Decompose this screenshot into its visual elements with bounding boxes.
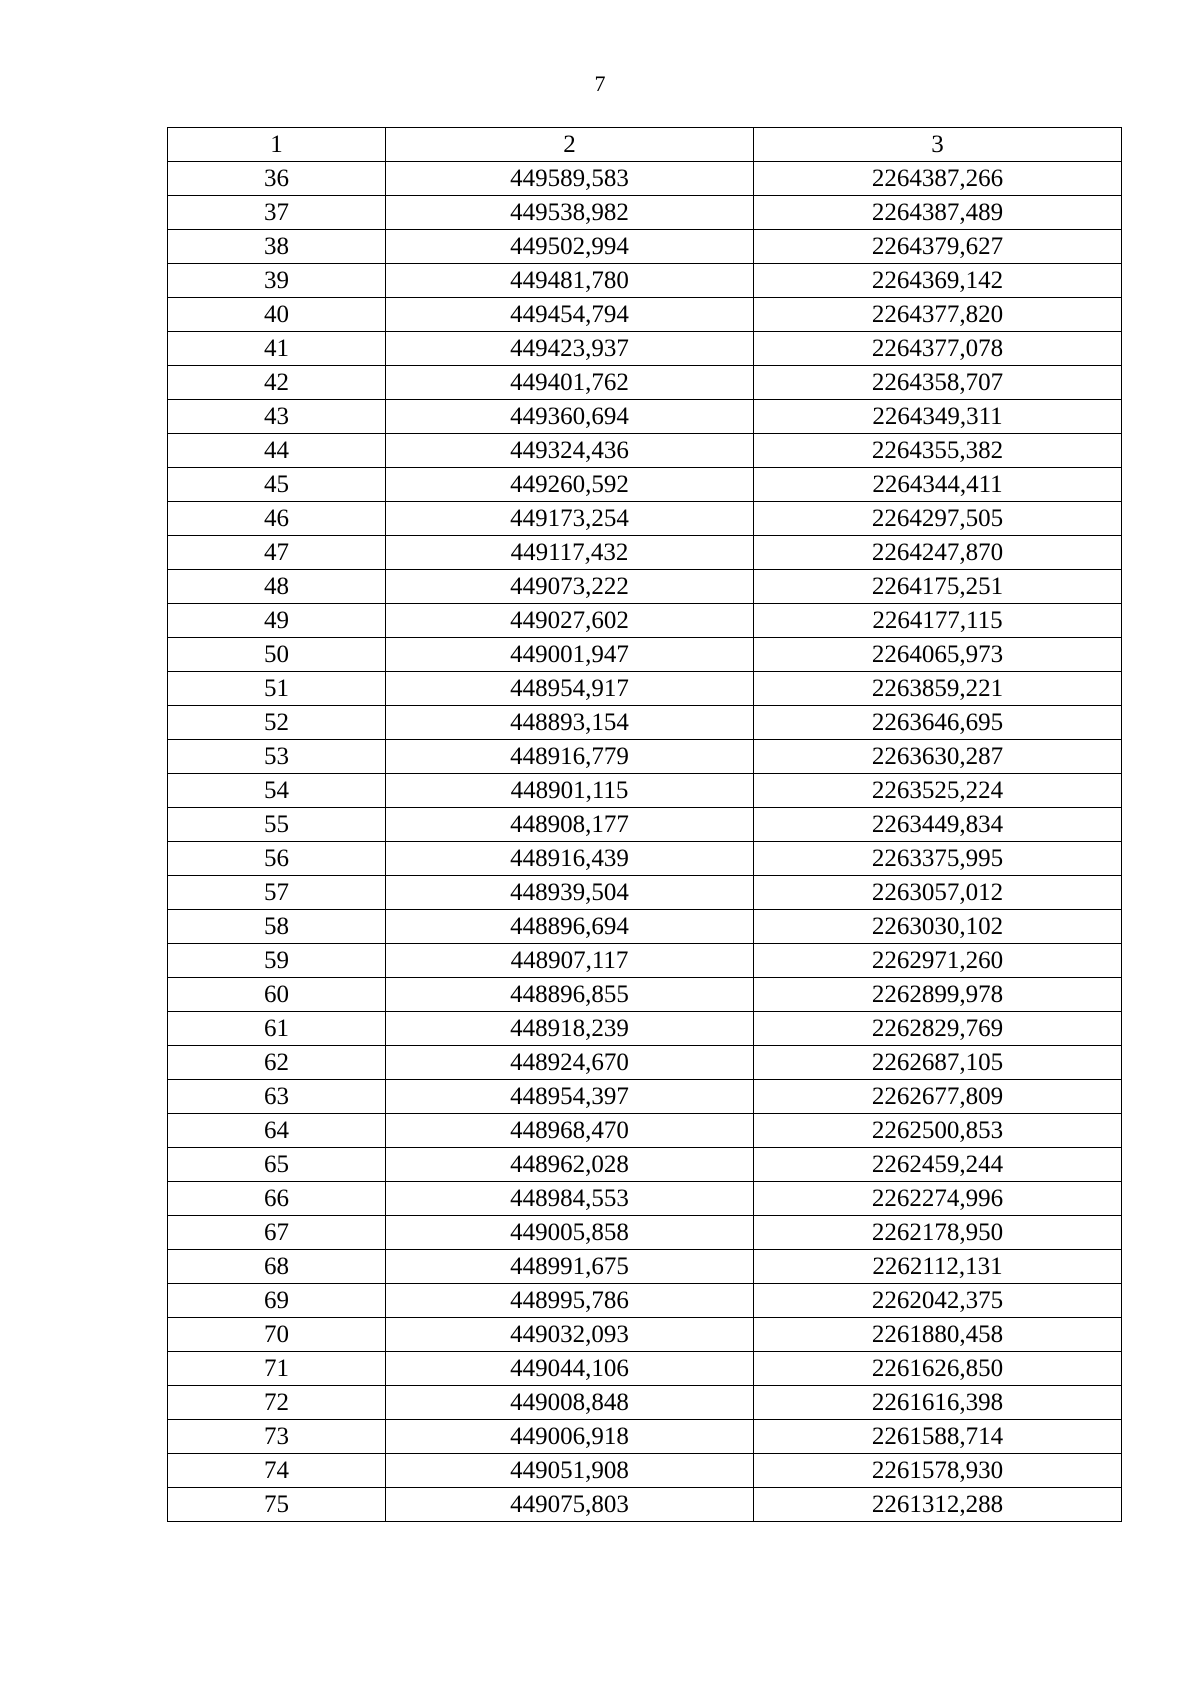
table-header-row: [168, 128, 1122, 162]
table-row: [168, 638, 1122, 672]
point-number-cell: 69: [168, 1284, 386, 1318]
point-number-cell: 46: [168, 502, 386, 536]
y-coordinate-cell: 2262500,853: [754, 1114, 1122, 1148]
point-number-cell: 48: [168, 570, 386, 604]
x-coordinate-cell: 449423,937: [386, 332, 754, 366]
point-number-cell: 72: [168, 1386, 386, 1420]
x-coordinate-cell: 449073,222: [386, 570, 754, 604]
point-number-cell: 73: [168, 1420, 386, 1454]
x-coordinate-cell: 448916,779: [386, 740, 754, 774]
y-coordinate-cell: 2264349,311: [754, 400, 1122, 434]
y-coordinate-cell: 2263646,695: [754, 706, 1122, 740]
coordinates-table: [167, 127, 1122, 1522]
y-coordinate-cell: 2261578,930: [754, 1454, 1122, 1488]
y-coordinate-cell: 2264369,142: [754, 264, 1122, 298]
y-coordinate-cell: 2262687,105: [754, 1046, 1122, 1080]
x-coordinate-cell: 448908,177: [386, 808, 754, 842]
table-row: [168, 808, 1122, 842]
table-row: [168, 332, 1122, 366]
y-coordinate-cell: 2263449,834: [754, 808, 1122, 842]
point-number-cell: 41: [168, 332, 386, 366]
x-coordinate-cell: 448984,553: [386, 1182, 754, 1216]
x-coordinate-cell: 449027,602: [386, 604, 754, 638]
x-coordinate-cell: 448916,439: [386, 842, 754, 876]
x-coordinate-cell: 448896,694: [386, 910, 754, 944]
point-number-cell: 65: [168, 1148, 386, 1182]
table-row: [168, 1114, 1122, 1148]
y-coordinate-cell: 2261312,288: [754, 1488, 1122, 1522]
x-coordinate-cell: 449008,848: [386, 1386, 754, 1420]
point-number-cell: 39: [168, 264, 386, 298]
point-number-cell: 37: [168, 196, 386, 230]
y-coordinate-cell: 2262899,978: [754, 978, 1122, 1012]
table-row: [168, 230, 1122, 264]
point-number-cell: 44: [168, 434, 386, 468]
x-coordinate-cell: 449502,994: [386, 230, 754, 264]
y-coordinate-cell: 2263525,224: [754, 774, 1122, 808]
y-coordinate-cell: 2264247,870: [754, 536, 1122, 570]
table-row: [168, 740, 1122, 774]
x-coordinate-cell: 449260,592: [386, 468, 754, 502]
table-row: [168, 978, 1122, 1012]
point-number-cell: 50: [168, 638, 386, 672]
y-coordinate-cell: 2264358,707: [754, 366, 1122, 400]
x-coordinate-cell: 449051,908: [386, 1454, 754, 1488]
table-row: [168, 1250, 1122, 1284]
x-coordinate-cell: 449075,803: [386, 1488, 754, 1522]
table-row: [168, 1216, 1122, 1250]
point-number-cell: 52: [168, 706, 386, 740]
x-coordinate-cell: 448968,470: [386, 1114, 754, 1148]
point-number-cell: 59: [168, 944, 386, 978]
point-number-cell: 56: [168, 842, 386, 876]
table-body: [168, 162, 1122, 1522]
table-row: [168, 298, 1122, 332]
y-coordinate-cell: 2262274,996: [754, 1182, 1122, 1216]
point-number-cell: 63: [168, 1080, 386, 1114]
table-row: [168, 1012, 1122, 1046]
table-row: [168, 1318, 1122, 1352]
table-row: [168, 264, 1122, 298]
point-number-cell: 53: [168, 740, 386, 774]
y-coordinate-cell: 2262112,131: [754, 1250, 1122, 1284]
x-coordinate-cell: 448918,239: [386, 1012, 754, 1046]
table-row: [168, 162, 1122, 196]
table-row: [168, 502, 1122, 536]
x-coordinate-cell: 448995,786: [386, 1284, 754, 1318]
table-row: [168, 774, 1122, 808]
y-coordinate-cell: 2263030,102: [754, 910, 1122, 944]
y-coordinate-cell: 2264177,115: [754, 604, 1122, 638]
page-number: 7: [594, 71, 606, 96]
y-coordinate-cell: 2261616,398: [754, 1386, 1122, 1420]
table-row: [168, 1284, 1122, 1318]
y-coordinate-cell: 2263630,287: [754, 740, 1122, 774]
x-coordinate-cell: 449481,780: [386, 264, 754, 298]
column-header: 1: [168, 128, 386, 162]
y-coordinate-cell: 2261626,850: [754, 1352, 1122, 1386]
column-header: 2: [386, 128, 754, 162]
x-coordinate-cell: 448954,917: [386, 672, 754, 706]
table-row: [168, 1454, 1122, 1488]
y-coordinate-cell: 2264175,251: [754, 570, 1122, 604]
y-coordinate-cell: 2264344,411: [754, 468, 1122, 502]
y-coordinate-cell: 2262829,769: [754, 1012, 1122, 1046]
point-number-cell: 57: [168, 876, 386, 910]
y-coordinate-cell: 2264387,489: [754, 196, 1122, 230]
point-number-cell: 55: [168, 808, 386, 842]
table-row: [168, 1148, 1122, 1182]
x-coordinate-cell: 449454,794: [386, 298, 754, 332]
point-number-cell: 66: [168, 1182, 386, 1216]
table-row: [168, 876, 1122, 910]
x-coordinate-cell: 448954,397: [386, 1080, 754, 1114]
column-header: 3: [754, 128, 1122, 162]
point-number-cell: 36: [168, 162, 386, 196]
x-coordinate-cell: 448893,154: [386, 706, 754, 740]
y-coordinate-cell: 2262459,244: [754, 1148, 1122, 1182]
y-coordinate-cell: 2261588,714: [754, 1420, 1122, 1454]
point-number-cell: 47: [168, 536, 386, 570]
x-coordinate-cell: 449589,583: [386, 162, 754, 196]
table-row: [168, 196, 1122, 230]
x-coordinate-cell: 449006,918: [386, 1420, 754, 1454]
point-number-cell: 75: [168, 1488, 386, 1522]
table-row: [168, 944, 1122, 978]
y-coordinate-cell: 2264377,820: [754, 298, 1122, 332]
point-number-cell: 38: [168, 230, 386, 264]
point-number-cell: 74: [168, 1454, 386, 1488]
table-row: [168, 604, 1122, 638]
y-coordinate-cell: 2264379,627: [754, 230, 1122, 264]
table-row: [168, 366, 1122, 400]
point-number-cell: 67: [168, 1216, 386, 1250]
x-coordinate-cell: 449044,106: [386, 1352, 754, 1386]
table-row: [168, 1420, 1122, 1454]
y-coordinate-cell: 2264387,266: [754, 162, 1122, 196]
table-row: [168, 1488, 1122, 1522]
y-coordinate-cell: 2264355,382: [754, 434, 1122, 468]
table-row: [168, 1182, 1122, 1216]
table-row: [168, 672, 1122, 706]
table-row: [168, 536, 1122, 570]
point-number-cell: 70: [168, 1318, 386, 1352]
y-coordinate-cell: 2262677,809: [754, 1080, 1122, 1114]
table-row: [168, 1046, 1122, 1080]
table-row: [168, 434, 1122, 468]
y-coordinate-cell: 2262042,375: [754, 1284, 1122, 1318]
table-row: [168, 468, 1122, 502]
y-coordinate-cell: 2264377,078: [754, 332, 1122, 366]
x-coordinate-cell: 449360,694: [386, 400, 754, 434]
point-number-cell: 51: [168, 672, 386, 706]
point-number-cell: 64: [168, 1114, 386, 1148]
point-number-cell: 61: [168, 1012, 386, 1046]
table-row: [168, 1352, 1122, 1386]
x-coordinate-cell: 449001,947: [386, 638, 754, 672]
table-row: [168, 400, 1122, 434]
x-coordinate-cell: 448962,028: [386, 1148, 754, 1182]
y-coordinate-cell: 2262971,260: [754, 944, 1122, 978]
y-coordinate-cell: 2263859,221: [754, 672, 1122, 706]
x-coordinate-cell: 448907,117: [386, 944, 754, 978]
point-number-cell: 68: [168, 1250, 386, 1284]
table-row: [168, 1386, 1122, 1420]
table-row: [168, 910, 1122, 944]
y-coordinate-cell: 2263375,995: [754, 842, 1122, 876]
point-number-cell: 62: [168, 1046, 386, 1080]
x-coordinate-cell: 448924,670: [386, 1046, 754, 1080]
x-coordinate-cell: 449005,858: [386, 1216, 754, 1250]
x-coordinate-cell: 448991,675: [386, 1250, 754, 1284]
x-coordinate-cell: 449324,436: [386, 434, 754, 468]
y-coordinate-cell: 2262178,950: [754, 1216, 1122, 1250]
point-number-cell: 42: [168, 366, 386, 400]
x-coordinate-cell: 449032,093: [386, 1318, 754, 1352]
x-coordinate-cell: 449401,762: [386, 366, 754, 400]
x-coordinate-cell: 449173,254: [386, 502, 754, 536]
point-number-cell: 49: [168, 604, 386, 638]
point-number-cell: 54: [168, 774, 386, 808]
point-number-cell: 45: [168, 468, 386, 502]
point-number-cell: 71: [168, 1352, 386, 1386]
point-number-cell: 40: [168, 298, 386, 332]
x-coordinate-cell: 449538,982: [386, 196, 754, 230]
table-row: [168, 842, 1122, 876]
table-row: [168, 570, 1122, 604]
point-number-cell: 43: [168, 400, 386, 434]
x-coordinate-cell: 448939,504: [386, 876, 754, 910]
x-coordinate-cell: 449117,432: [386, 536, 754, 570]
table-row: [168, 1080, 1122, 1114]
y-coordinate-cell: 2263057,012: [754, 876, 1122, 910]
point-number-cell: 58: [168, 910, 386, 944]
y-coordinate-cell: 2264065,973: [754, 638, 1122, 672]
x-coordinate-cell: 448901,115: [386, 774, 754, 808]
y-coordinate-cell: 2264297,505: [754, 502, 1122, 536]
x-coordinate-cell: 448896,855: [386, 978, 754, 1012]
y-coordinate-cell: 2261880,458: [754, 1318, 1122, 1352]
table-row: [168, 706, 1122, 740]
point-number-cell: 60: [168, 978, 386, 1012]
